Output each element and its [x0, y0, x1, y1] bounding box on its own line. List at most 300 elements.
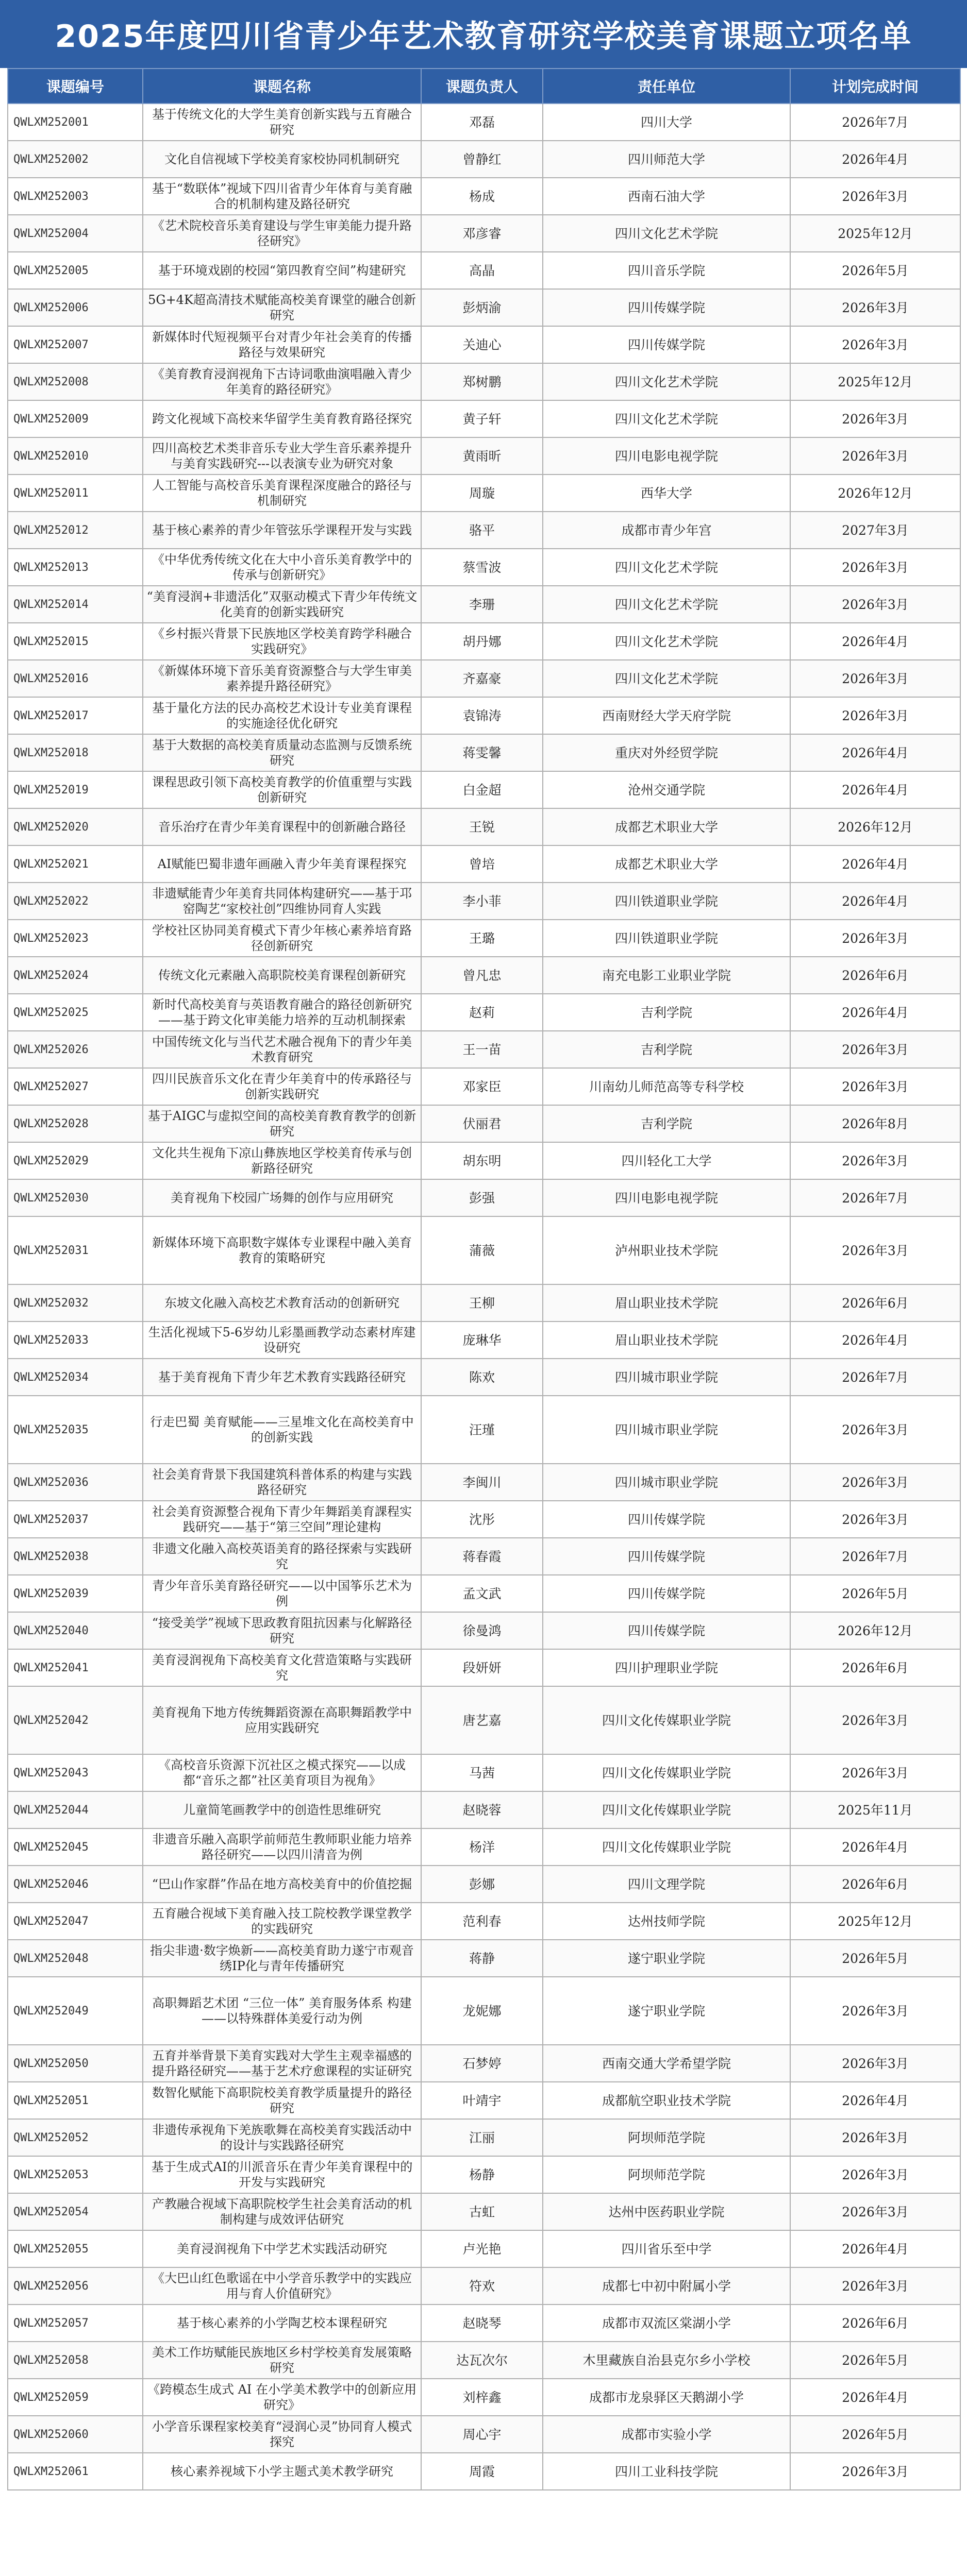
leader-cell: 邓家臣	[421, 1068, 543, 1105]
unit-cell: 泸州职业技术学院	[543, 1216, 790, 1284]
table-row	[8, 1105, 960, 1142]
unit-cell: 吉利学院	[543, 994, 790, 1031]
leader-cell: 杨静	[421, 2156, 543, 2193]
code-cell: QWLXM252057	[8, 2304, 143, 2342]
table-row	[8, 1866, 960, 1903]
table-body	[8, 104, 960, 2490]
table-row	[8, 512, 960, 549]
deadline-cell: 2026年5月	[790, 1575, 960, 1612]
name-cell: 美育视角下校园广场舞的创作与应用研究	[143, 1179, 421, 1216]
name-cell: 生活化视域下5-6岁幼儿彩墨画教学动态素材库建设研究	[143, 1321, 421, 1359]
leader-cell: 李珊	[421, 586, 543, 623]
unit-cell: 眉山职业技术学院	[543, 1284, 790, 1321]
table-row	[8, 1464, 960, 1501]
table-row	[8, 1142, 960, 1179]
name-cell: “巴山作家群”作品在地方高校美育中的价值挖掘	[143, 1866, 421, 1903]
deadline-cell: 2026年3月	[790, 2045, 960, 2082]
unit-cell: 四川传媒学院	[543, 1575, 790, 1612]
name-cell: 基于量化方法的民办高校艺术设计专业美育课程的实施途径优化研究	[143, 697, 421, 734]
code-cell: QWLXM252047	[8, 1903, 143, 1940]
deadline-cell: 2026年3月	[790, 326, 960, 363]
table-row	[8, 1396, 960, 1464]
leader-cell: 骆平	[421, 512, 543, 549]
leader-cell: 汪瑾	[421, 1396, 543, 1464]
leader-cell: 袁锦涛	[421, 697, 543, 734]
table-header	[8, 69, 960, 104]
page-title-bar	[0, 0, 967, 68]
code-cell: QWLXM252005	[8, 252, 143, 289]
deadline-cell: 2026年6月	[790, 1284, 960, 1321]
leader-cell: 邓彦睿	[421, 215, 543, 252]
unit-cell: 吉利学院	[543, 1031, 790, 1068]
leader-cell: 胡丹娜	[421, 623, 543, 660]
deadline-cell: 2026年3月	[790, 1977, 960, 2045]
table-row	[8, 1940, 960, 1977]
table-row	[8, 1321, 960, 1359]
unit-cell: 四川文化传媒职业学院	[543, 1791, 790, 1828]
name-cell: 《乡村振兴背景下民族地区学校美育跨学科融合实践研究》	[143, 623, 421, 660]
unit-cell: 四川师范大学	[543, 141, 790, 178]
name-cell: 五育并举背景下美育实践对大学生主观幸福感的提升路径研究——基于艺术疗愈课程的实证研究	[143, 2045, 421, 2082]
table-row	[8, 2082, 960, 2119]
leader-cell: 蒋春霞	[421, 1538, 543, 1575]
code-cell: QWLXM252030	[8, 1179, 143, 1216]
deadline-cell: 2026年5月	[790, 2342, 960, 2379]
unit-cell: 成都艺术职业大学	[543, 808, 790, 845]
deadline-cell: 2026年3月	[790, 2267, 960, 2304]
page-title: 2025年度四川省青少年艺术教育研究学校美育课题立项名单	[55, 19, 912, 55]
name-cell: 基于传统文化的大学生美育创新实践与五育融合研究	[143, 104, 421, 141]
deadline-cell: 2026年3月	[790, 549, 960, 586]
name-cell: 《中华优秀传统文化在大中小音乐美育教学中的传承与创新研究》	[143, 549, 421, 586]
unit-cell: 四川轻化工大学	[543, 1142, 790, 1179]
unit-cell: 南充电影工业职业学院	[543, 957, 790, 994]
name-cell: 非遗文化融入高校英语美育的路径探索与实践研究	[143, 1538, 421, 1575]
leader-cell: 段妍妍	[421, 1649, 543, 1686]
leader-cell: 杨成	[421, 178, 543, 215]
unit-cell: 四川文化艺术学院	[543, 586, 790, 623]
leader-cell: 曾培	[421, 845, 543, 883]
leader-cell: 伏丽君	[421, 1105, 543, 1142]
name-cell: 社会美育背景下我国建筑科普体系的构建与实践路径研究	[143, 1464, 421, 1501]
code-cell: QWLXM252001	[8, 104, 143, 141]
deadline-cell: 2026年4月	[790, 623, 960, 660]
deadline-cell: 2026年3月	[790, 660, 960, 697]
name-cell: 基于美育视角下青少年艺术教育实践路径研究	[143, 1359, 421, 1396]
deadline-cell: 2026年8月	[790, 1105, 960, 1142]
unit-cell: 西南财经大学天府学院	[543, 697, 790, 734]
header-deadline: 计划完成时间	[790, 69, 960, 104]
name-cell: 文化共生视角下凉山彝族地区学校美育传承与创新路径研究	[143, 1142, 421, 1179]
name-cell: 小学音乐课程家校美育“浸润心灵”协同育人模式探究	[143, 2416, 421, 2453]
deadline-cell: 2026年3月	[790, 437, 960, 474]
table-row	[8, 2342, 960, 2379]
leader-cell: 石梦婷	[421, 2045, 543, 2082]
code-cell: QWLXM252016	[8, 660, 143, 697]
deadline-cell: 2026年6月	[790, 2304, 960, 2342]
deadline-cell: 2026年12月	[790, 808, 960, 845]
name-cell: 基于大数据的高校美育质量动态监测与反馈系统研究	[143, 734, 421, 771]
unit-cell: 成都七中初中附属小学	[543, 2267, 790, 2304]
code-cell: QWLXM252023	[8, 920, 143, 957]
unit-cell: 成都市双流区棠湖小学	[543, 2304, 790, 2342]
leader-cell: 齐嘉豪	[421, 660, 543, 697]
code-cell: QWLXM252043	[8, 1754, 143, 1791]
unit-cell: 四川城市职业学院	[543, 1396, 790, 1464]
deadline-cell: 2026年3月	[790, 1068, 960, 1105]
name-cell: 《跨模态生成式 AI 在小学美术教学中的创新应用研究》	[143, 2379, 421, 2416]
unit-cell: 四川文化艺术学院	[543, 660, 790, 697]
header-row	[8, 69, 960, 104]
deadline-cell: 2026年4月	[790, 734, 960, 771]
leader-cell: 王锐	[421, 808, 543, 845]
code-cell: QWLXM252008	[8, 363, 143, 400]
code-cell: QWLXM252041	[8, 1649, 143, 1686]
table-row	[8, 1686, 960, 1754]
unit-cell: 西南交通大学希望学院	[543, 2045, 790, 2082]
code-cell: QWLXM252018	[8, 734, 143, 771]
code-cell: QWLXM252044	[8, 1791, 143, 1828]
table-row	[8, 104, 960, 141]
code-cell: QWLXM252025	[8, 994, 143, 1031]
unit-cell: 四川大学	[543, 104, 790, 141]
leader-cell: 郑树鹏	[421, 363, 543, 400]
leader-cell: 曾凡忠	[421, 957, 543, 994]
table-row	[8, 1791, 960, 1828]
deadline-cell: 2026年7月	[790, 1359, 960, 1396]
code-cell: QWLXM252042	[8, 1686, 143, 1754]
code-cell: QWLXM252032	[8, 1284, 143, 1321]
table-row	[8, 2045, 960, 2082]
table-row	[8, 2304, 960, 2342]
name-cell: 东坡文化融入高校艺术教育活动的创新研究	[143, 1284, 421, 1321]
unit-cell: 四川文化传媒职业学院	[543, 1686, 790, 1754]
deadline-cell: 2026年4月	[790, 2082, 960, 2119]
unit-cell: 四川传媒学院	[543, 289, 790, 326]
leader-cell: 曾静红	[421, 141, 543, 178]
name-cell: 产教融合视域下高职院校学生社会美育活动的机制构建与成效评估研究	[143, 2193, 421, 2230]
leader-cell: 江丽	[421, 2119, 543, 2156]
leader-cell: 王一苗	[421, 1031, 543, 1068]
unit-cell: 遂宁职业学院	[543, 1940, 790, 1977]
table-row	[8, 1754, 960, 1791]
table-row	[8, 920, 960, 957]
code-cell: QWLXM252052	[8, 2119, 143, 2156]
code-cell: QWLXM252007	[8, 326, 143, 363]
name-cell: 社会美育资源整合视角下青少年舞蹈美育課程实践研究——基于“第三空间”理论建构	[143, 1501, 421, 1538]
header-unit: 责任单位	[543, 69, 790, 104]
table-row	[8, 252, 960, 289]
deadline-cell: 2026年4月	[790, 994, 960, 1031]
unit-cell: 四川传媒学院	[543, 1612, 790, 1649]
table-row	[8, 141, 960, 178]
code-cell: QWLXM252035	[8, 1396, 143, 1464]
deadline-cell: 2026年4月	[790, 1828, 960, 1866]
table-row	[8, 215, 960, 252]
name-cell: 《艺术院校音乐美育建设与学生审美能力提升路径研究》	[143, 215, 421, 252]
unit-cell: 四川传媒学院	[543, 1501, 790, 1538]
deadline-cell: 2026年3月	[790, 2193, 960, 2230]
table-row	[8, 957, 960, 994]
unit-cell: 川南幼儿师范高等专科学校	[543, 1068, 790, 1105]
code-cell: QWLXM252019	[8, 771, 143, 808]
table-row	[8, 178, 960, 215]
unit-cell: 四川城市职业学院	[543, 1464, 790, 1501]
unit-cell: 四川传媒学院	[543, 1538, 790, 1575]
name-cell: 《美育教育浸润视角下古诗词歌曲演唱融入青少年美育的路径研究》	[143, 363, 421, 400]
leader-cell: 卢光艳	[421, 2230, 543, 2267]
code-cell: QWLXM252021	[8, 845, 143, 883]
leader-cell: 李小菲	[421, 883, 543, 920]
table-row	[8, 845, 960, 883]
unit-cell: 四川护理职业学院	[543, 1649, 790, 1686]
name-cell: 人工智能与高校音乐美育课程深度融合的路径与机制研究	[143, 474, 421, 512]
deadline-cell: 2025年12月	[790, 215, 960, 252]
unit-cell: 重庆对外经贸学院	[543, 734, 790, 771]
unit-cell: 遂宁职业学院	[543, 1977, 790, 2045]
deadline-cell: 2026年4月	[790, 883, 960, 920]
leader-cell: 叶靖宇	[421, 2082, 543, 2119]
code-cell: QWLXM252036	[8, 1464, 143, 1501]
code-cell: QWLXM252015	[8, 623, 143, 660]
unit-cell: 四川文化艺术学院	[543, 363, 790, 400]
deadline-cell: 2026年6月	[790, 957, 960, 994]
leader-cell: 陈欢	[421, 1359, 543, 1396]
name-cell: 《新媒体环境下音乐美育资源整合与大学生审美素养提升路径研究》	[143, 660, 421, 697]
leader-cell: 彭娜	[421, 1866, 543, 1903]
table-row	[8, 363, 960, 400]
deadline-cell: 2026年3月	[790, 1754, 960, 1791]
table-row	[8, 1031, 960, 1068]
code-cell: QWLXM252050	[8, 2045, 143, 2082]
leader-cell: 胡东明	[421, 1142, 543, 1179]
name-cell: 新媒体环境下高职数字媒体专业课程中融入美育教育的策略研究	[143, 1216, 421, 1284]
name-cell: 音乐治疗在青少年美育课程中的创新融合路径	[143, 808, 421, 845]
name-cell: 新媒体时代短视频平台对青少年社会美育的传播路径与效果研究	[143, 326, 421, 363]
deadline-cell: 2025年12月	[790, 1903, 960, 1940]
deadline-cell: 2026年3月	[790, 1464, 960, 1501]
table-row	[8, 437, 960, 474]
unit-cell: 达州技师学院	[543, 1903, 790, 1940]
table-row	[8, 1612, 960, 1649]
unit-cell: 成都市青少年宫	[543, 512, 790, 549]
leader-cell: 徐曼鸿	[421, 1612, 543, 1649]
code-cell: QWLXM252020	[8, 808, 143, 845]
deadline-cell: 2026年3月	[790, 289, 960, 326]
table-row	[8, 1538, 960, 1575]
leader-cell: 蒋雯馨	[421, 734, 543, 771]
name-cell: 中国传统文化与当代艺术融合视角下的青少年美术教育研究	[143, 1031, 421, 1068]
code-cell: QWLXM252003	[8, 178, 143, 215]
leader-cell: 龙妮娜	[421, 1977, 543, 2045]
code-cell: QWLXM252060	[8, 2416, 143, 2453]
name-cell: 课程思政引领下高校美育教学的价值重塑与实践创新研究	[143, 771, 421, 808]
unit-cell: 木里藏族自治县克尔乡小学校	[543, 2342, 790, 2379]
leader-cell: 关迪心	[421, 326, 543, 363]
name-cell: 美育浸润视角下高校美育文化营造策略与实践研究	[143, 1649, 421, 1686]
table-row	[8, 994, 960, 1031]
unit-cell: 四川文化艺术学院	[543, 623, 790, 660]
code-cell: QWLXM252034	[8, 1359, 143, 1396]
leader-cell: 刘梓鑫	[421, 2379, 543, 2416]
code-cell: QWLXM252046	[8, 1866, 143, 1903]
name-cell: 青少年音乐美育路径研究——以中国筝乐艺术为例	[143, 1575, 421, 1612]
leader-cell: 彭强	[421, 1179, 543, 1216]
table-row	[8, 2267, 960, 2304]
deadline-cell: 2026年3月	[790, 178, 960, 215]
table-row	[8, 1828, 960, 1866]
code-cell: QWLXM252031	[8, 1216, 143, 1284]
unit-cell: 阿坝师范学院	[543, 2119, 790, 2156]
unit-cell: 四川省乐至中学	[543, 2230, 790, 2267]
table-row	[8, 660, 960, 697]
unit-cell: 四川铁道职业学院	[543, 920, 790, 957]
deadline-cell: 2026年4月	[790, 141, 960, 178]
deadline-cell: 2025年12月	[790, 363, 960, 400]
table-row	[8, 771, 960, 808]
code-cell: QWLXM252009	[8, 400, 143, 437]
table-row	[8, 289, 960, 326]
name-cell: 《大巴山红色歌谣在中小学音乐教学中的实践应用与育人价值研究》	[143, 2267, 421, 2304]
code-cell: QWLXM252011	[8, 474, 143, 512]
name-cell: 美育视角下地方传统舞蹈资源在高职舞蹈教学中应用实践研究	[143, 1686, 421, 1754]
deadline-cell: 2026年4月	[790, 845, 960, 883]
leader-cell: 古虹	[421, 2193, 543, 2230]
deadline-cell: 2026年12月	[790, 474, 960, 512]
unit-cell: 成都航空职业技术学院	[543, 2082, 790, 2119]
deadline-cell: 2026年3月	[790, 400, 960, 437]
code-cell: QWLXM252055	[8, 2230, 143, 2267]
deadline-cell: 2026年4月	[790, 1321, 960, 1359]
name-cell: 儿童简笔画教学中的创造性思维研究	[143, 1791, 421, 1828]
code-cell: QWLXM252022	[8, 883, 143, 920]
name-cell: 五育融合视域下美育融入技工院校教学课堂教学的实践研究	[143, 1903, 421, 1940]
leader-cell: 达瓦次尔	[421, 2342, 543, 2379]
code-cell: QWLXM252054	[8, 2193, 143, 2230]
unit-cell: 四川电影电视学院	[543, 1179, 790, 1216]
code-cell: QWLXM252033	[8, 1321, 143, 1359]
unit-cell: 西南石油大学	[543, 178, 790, 215]
deadline-cell: 2027年3月	[790, 512, 960, 549]
unit-cell: 四川铁道职业学院	[543, 883, 790, 920]
unit-cell: 四川音乐学院	[543, 252, 790, 289]
unit-cell: 眉山职业技术学院	[543, 1321, 790, 1359]
unit-cell: 四川文理学院	[543, 1866, 790, 1903]
deadline-cell: 2026年3月	[790, 2119, 960, 2156]
code-cell: QWLXM252040	[8, 1612, 143, 1649]
table-row	[8, 400, 960, 437]
code-cell: QWLXM252053	[8, 2156, 143, 2193]
leader-cell: 黄雨昕	[421, 437, 543, 474]
code-cell: QWLXM252014	[8, 586, 143, 623]
name-cell: 非遗赋能青少年美育共同体构建研究——基于邛窑陶艺“家校社创”四维协同育人实践	[143, 883, 421, 920]
leader-cell: 沈彤	[421, 1501, 543, 1538]
deadline-cell: 2026年7月	[790, 1538, 960, 1575]
deadline-cell: 2026年3月	[790, 1686, 960, 1754]
code-cell: QWLXM252051	[8, 2082, 143, 2119]
deadline-cell: 2026年5月	[790, 1940, 960, 1977]
code-cell: QWLXM252004	[8, 215, 143, 252]
code-cell: QWLXM252058	[8, 2342, 143, 2379]
unit-cell: 西华大学	[543, 474, 790, 512]
name-cell: 基于核心素养的小学陶艺校本课程研究	[143, 2304, 421, 2342]
table-row	[8, 586, 960, 623]
leader-cell: 邓磊	[421, 104, 543, 141]
code-cell: QWLXM252037	[8, 1501, 143, 1538]
table-row	[8, 474, 960, 512]
name-cell: “接受美学”视域下思政教育阻抗因素与化解路径研究	[143, 1612, 421, 1649]
unit-cell: 四川文化艺术学院	[543, 215, 790, 252]
code-cell: QWLXM252061	[8, 2453, 143, 2490]
header-name: 课题名称	[143, 69, 421, 104]
table-row	[8, 2119, 960, 2156]
deadline-cell: 2026年4月	[790, 771, 960, 808]
leader-cell: 蔡雪波	[421, 549, 543, 586]
deadline-cell: 2026年3月	[790, 2156, 960, 2193]
leader-cell: 黄子轩	[421, 400, 543, 437]
name-cell: 基于环境戏剧的校园“第四教育空间”构建研究	[143, 252, 421, 289]
name-cell: 5G+4K超高清技术赋能高校美育课堂的融合创新研究	[143, 289, 421, 326]
project-table	[7, 68, 961, 2490]
name-cell: 文化自信视域下学校美育家校协同机制研究	[143, 141, 421, 178]
table-row	[8, 1359, 960, 1396]
unit-cell: 四川电影电视学院	[543, 437, 790, 474]
leader-cell: 蒋静	[421, 1940, 543, 1977]
leader-cell: 高晶	[421, 252, 543, 289]
code-cell: QWLXM252017	[8, 697, 143, 734]
leader-cell: 周霞	[421, 2453, 543, 2490]
leader-cell: 赵晓蓉	[421, 1791, 543, 1828]
unit-cell: 四川文化艺术学院	[543, 400, 790, 437]
leader-cell: 王柳	[421, 1284, 543, 1321]
name-cell: 《高校音乐资源下沉社区之模式探究——以成都“音乐之都”社区美育项目为视角》	[143, 1754, 421, 1791]
table-row	[8, 1649, 960, 1686]
unit-cell: 达州中医药职业学院	[543, 2193, 790, 2230]
leader-cell: 周璇	[421, 474, 543, 512]
deadline-cell: 2026年3月	[790, 920, 960, 957]
code-cell: QWLXM252056	[8, 2267, 143, 2304]
table-row	[8, 734, 960, 771]
unit-cell: 吉利学院	[543, 1105, 790, 1142]
code-cell: QWLXM252028	[8, 1105, 143, 1142]
name-cell: 四川民族音乐文化在青少年美育中的传承路径与创新实践研究	[143, 1068, 421, 1105]
header-leader: 课题负责人	[421, 69, 543, 104]
unit-cell: 四川传媒学院	[543, 326, 790, 363]
table-row	[8, 1284, 960, 1321]
leader-cell: 王璐	[421, 920, 543, 957]
name-cell: 非遗音乐融入高职学前师范生教师职业能力培养路径研究——以四川清音为例	[143, 1828, 421, 1866]
leader-cell: 彭炳渝	[421, 289, 543, 326]
code-cell: QWLXM252039	[8, 1575, 143, 1612]
unit-cell: 四川文化传媒职业学院	[543, 1828, 790, 1866]
deadline-cell: 2026年4月	[790, 2230, 960, 2267]
name-cell: 数智化赋能下高职院校美育教学质量提升的路径研究	[143, 2082, 421, 2119]
deadline-cell: 2026年3月	[790, 697, 960, 734]
unit-cell: 成都市龙泉驿区天鹅湖小学	[543, 2379, 790, 2416]
table-row	[8, 697, 960, 734]
code-cell: QWLXM252045	[8, 1828, 143, 1866]
code-cell: QWLXM252038	[8, 1538, 143, 1575]
unit-cell: 成都市实验小学	[543, 2416, 790, 2453]
unit-cell: 沧州交通学院	[543, 771, 790, 808]
table-row	[8, 1575, 960, 1612]
name-cell: AI赋能巴蜀非遗年画融入青少年美育课程探究	[143, 845, 421, 883]
name-cell: 高职舞蹈艺术团 “三位一体” 美育服务体系 构建——以特殊群体美爱行动为例	[143, 1977, 421, 2045]
header-code: 课题编号	[8, 69, 143, 104]
name-cell: 基于AIGC与虚拟空间的高校美育教育教学的创新研究	[143, 1105, 421, 1142]
table-row	[8, 1216, 960, 1284]
deadline-cell: 2026年6月	[790, 1649, 960, 1686]
